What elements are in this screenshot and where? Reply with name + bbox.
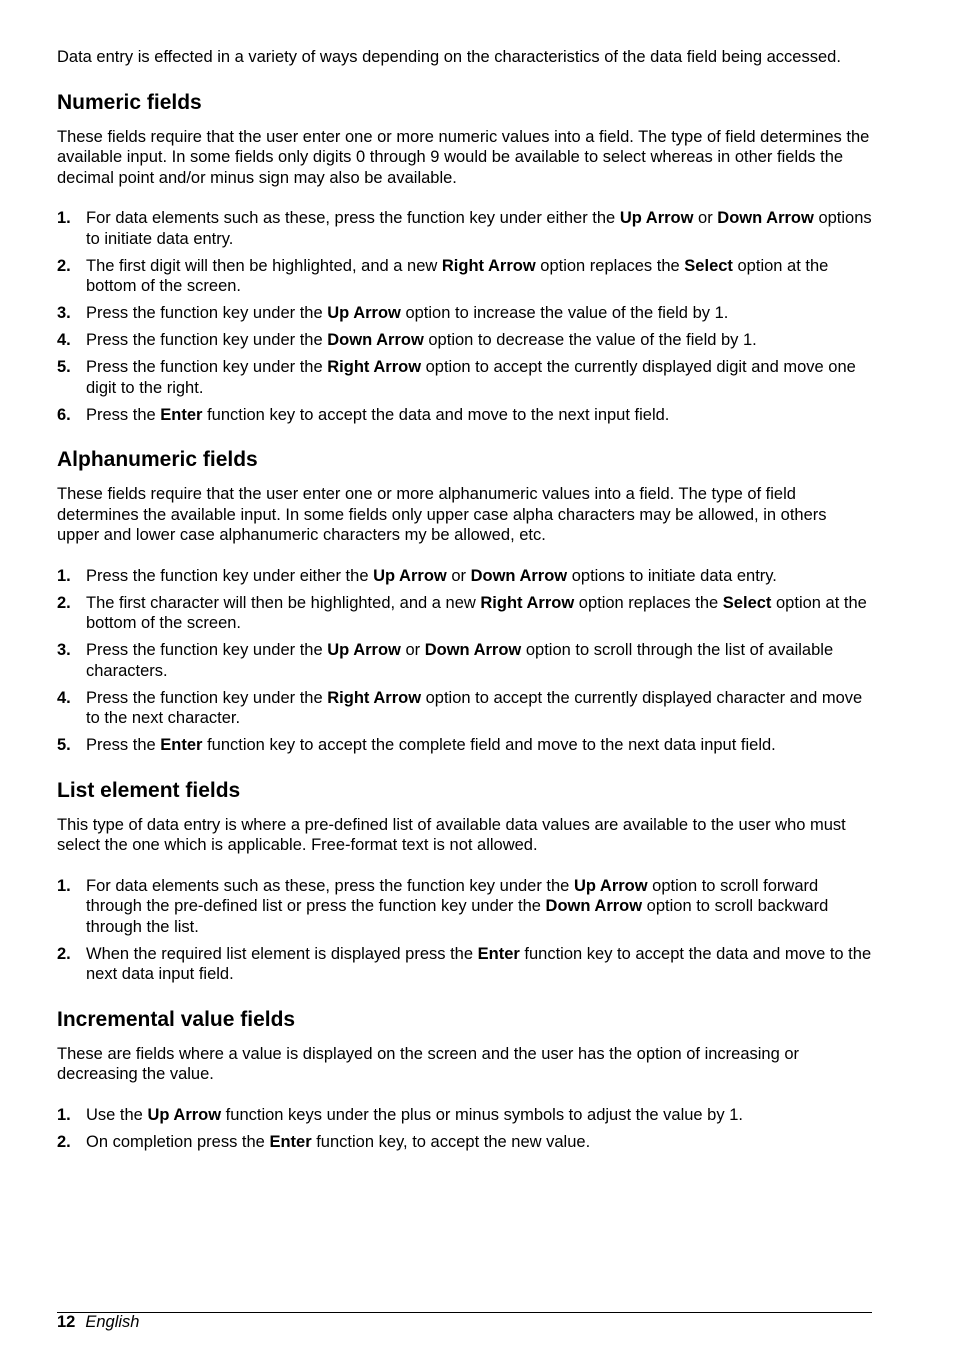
step-text: Press the function key under the (86, 641, 328, 659)
step-text: The first character will then be highlighted, and a new (86, 593, 481, 612)
step-text: When the required list element is displayed press the (86, 944, 478, 963)
step-emphasis: Up Arrow (147, 1105, 222, 1124)
list-item (57, 640, 872, 681)
step-number: 2. (57, 256, 71, 275)
step-text: On completion press the (86, 1132, 270, 1151)
step-list (57, 566, 872, 756)
step-text: Use the (86, 1105, 148, 1124)
section-heading: Alphanumeric fields (57, 448, 258, 471)
list-item (57, 256, 872, 297)
page-number: 12 (57, 1313, 76, 1331)
step-text: option to accept the currently displayed character and move to the next character. (86, 688, 863, 727)
step-text: For data elements such as these, press the function key under the (86, 876, 574, 895)
footer-rule (57, 1312, 872, 1313)
step-emphasis: Right Arrow (327, 358, 422, 376)
step-emphasis: Up Arrow (327, 304, 401, 322)
step-emphasis: Down Arrow (424, 641, 522, 659)
list-item (57, 876, 872, 938)
section-paragraph: This type of data entry is where a pre-defined list of available data values are available to the user who must select the one which is applicable. Free-format text is not allowed. (57, 815, 846, 854)
step-number: 3. (57, 641, 71, 659)
step-number: 3. (57, 304, 71, 322)
step-text: function key, to accept the new value. (311, 1132, 591, 1151)
section-heading: Numeric fields (57, 90, 202, 114)
step-list (57, 208, 872, 425)
section-1 (57, 447, 872, 756)
step-emphasis: Down Arrow (717, 209, 814, 227)
step-text: option at the bottom of the screen. (86, 593, 867, 632)
section-heading: Incremental value fields (57, 1007, 296, 1031)
step-text: function key to accept the data and move to the next data input field. (86, 944, 872, 983)
step-text: options to initiate data entry. (86, 209, 872, 248)
step-text: Press the function key under either the (86, 566, 374, 585)
step-emphasis: Enter (160, 736, 203, 754)
step-number: 1. (57, 1105, 71, 1124)
step-emphasis: Up Arrow (373, 566, 447, 585)
step-number: 2. (57, 1132, 71, 1151)
step-emphasis: Enter (160, 405, 203, 424)
document-page (57, 47, 872, 1174)
sections-container (57, 90, 872, 1153)
step-number: 6. (57, 405, 71, 424)
step-text: option to increase the value of the field by 1. (400, 304, 729, 322)
list-item (57, 735, 872, 756)
step-text: Press the function key under the (86, 688, 328, 707)
step-text: or (693, 209, 718, 227)
section-paragraph: These fields require that the user enter one or more alphanumeric values into a field. The type of field determines the available input. In some fields only upper case alpha characters may be allowed, in others upper and lower case alphanumeric characters my be allowed, etc. (57, 485, 827, 544)
list-item (57, 944, 872, 985)
step-text: option to scroll through the list of available characters. (86, 641, 834, 680)
section-2 (57, 778, 872, 985)
step-text: option to scroll backward through the list. (86, 897, 829, 936)
footer-language: English (85, 1313, 140, 1331)
step-list (57, 876, 872, 985)
step-emphasis: Right Arrow (327, 688, 422, 707)
list-item (57, 1132, 872, 1153)
step-number: 1. (57, 209, 71, 227)
step-number: 2. (57, 944, 71, 963)
list-item (57, 1105, 872, 1126)
list-item (57, 330, 872, 351)
step-emphasis: Down Arrow (327, 331, 424, 349)
step-emphasis: Down Arrow (545, 897, 643, 915)
step-emphasis: Select (684, 256, 733, 275)
step-number: 5. (57, 358, 71, 376)
step-text: or (446, 566, 471, 585)
list-item (57, 566, 872, 587)
step-text: option replaces the (574, 593, 723, 612)
step-text: option to accept the currently displayed digit and move one digit to the right. (86, 358, 856, 397)
step-list (57, 1105, 872, 1153)
step-text: or (400, 641, 425, 659)
step-emphasis: Down Arrow (470, 566, 568, 585)
step-emphasis: Right Arrow (480, 593, 575, 612)
list-item (57, 405, 872, 426)
intro-paragraph: Data entry is effected in a variety of ways depending on the characteristics of the data field being accessed. (57, 48, 841, 66)
step-text: The first digit will then be highlighted, and a new (86, 256, 442, 275)
step-text: option to scroll forward through the pre-defined list or press the function key under the (86, 876, 819, 915)
section-paragraph: These are fields where a value is displayed on the screen and the user has the option of increasing or decreasing the value. (57, 1044, 800, 1083)
list-item (57, 208, 872, 249)
step-text: Press the function key under the (86, 358, 328, 376)
step-text: Press the function key under the (86, 331, 328, 349)
list-item (57, 593, 872, 634)
step-emphasis: Enter (269, 1132, 312, 1151)
step-text: option to decrease the value of the field by 1. (423, 331, 757, 349)
step-number: 4. (57, 688, 71, 707)
step-emphasis: Right Arrow (441, 256, 536, 275)
step-number: 1. (57, 876, 71, 895)
list-item (57, 303, 872, 324)
step-emphasis: Up Arrow (573, 876, 648, 895)
step-emphasis: Up Arrow (619, 209, 694, 227)
step-text: option at the bottom of the screen. (86, 256, 829, 295)
step-number: 2. (57, 593, 71, 612)
step-text: Press the (86, 736, 161, 754)
step-number: 1. (57, 566, 71, 585)
step-text: For data elements such as these, press the function key under either the (86, 209, 620, 227)
step-emphasis: Select (722, 593, 772, 612)
step-text: Press the function key under the (86, 304, 328, 322)
step-text: function key to accept the complete field and move to the next data input field. (202, 736, 776, 754)
step-emphasis: Up Arrow (327, 641, 401, 659)
list-item (57, 357, 872, 398)
step-text: function key to accept the data and move to the next input field. (202, 405, 670, 424)
section-paragraph: These fields require that the user enter one or more numeric values into a field. The type of field determines the available input. In some fields only digits 0 through 9 would be available to select whereas in other fields the decimal point and/or minus sign may also be available. (57, 127, 870, 187)
step-text: options to initiate data entry. (567, 566, 777, 585)
step-text: option replaces the (535, 256, 685, 275)
section-heading: List element fields (57, 778, 241, 802)
section-3 (57, 1007, 872, 1153)
step-number: 5. (57, 736, 71, 754)
step-text: Press the (86, 405, 161, 424)
step-emphasis: Enter (477, 944, 520, 963)
section-0 (57, 90, 872, 426)
list-item (57, 688, 872, 729)
page-footer (57, 1312, 139, 1332)
step-number: 4. (57, 331, 71, 349)
step-text: function keys under the plus or minus symbols to adjust the value by 1. (221, 1105, 743, 1124)
